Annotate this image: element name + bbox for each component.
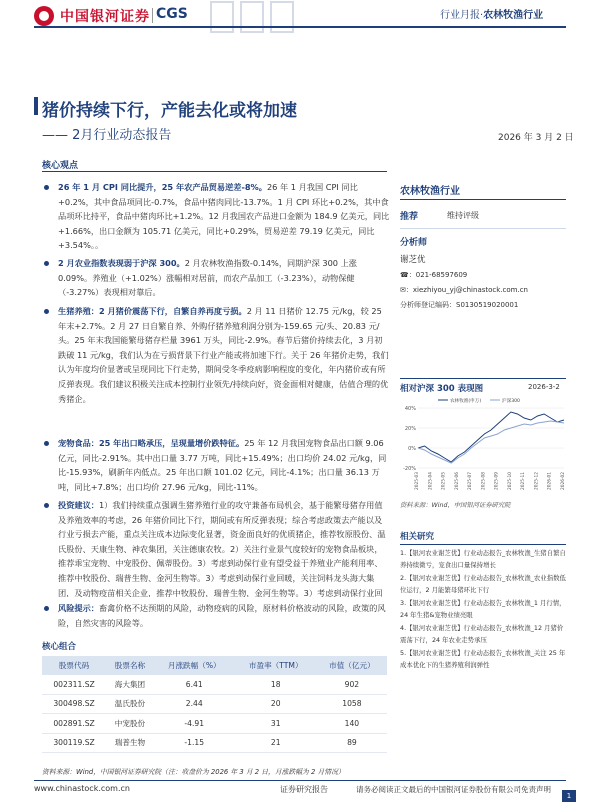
analyst-email[interactable]: ✉：xiezhiyou_yj@chinastock.com.cn bbox=[400, 286, 528, 294]
section-divider bbox=[42, 171, 387, 172]
table-header-row bbox=[42, 656, 387, 675]
analyst-cert: 分析师登记编码：S0130519020001 bbox=[400, 301, 519, 309]
title-accent-bar bbox=[34, 97, 38, 115]
cell: 中宠股份 bbox=[106, 714, 154, 734]
cell: 海大集团 bbox=[106, 675, 154, 694]
chart-x-tick: 2025-11 bbox=[521, 472, 527, 490]
portfolio-table bbox=[42, 656, 387, 753]
chart-title: 相对沪深 300 表现图 bbox=[400, 384, 484, 394]
chart-y-tick: -20% bbox=[403, 466, 416, 472]
related-report-link[interactable]: 5.【银河农业谢芝优】行业动态报告_农林牧渔_关注 25 年成本优化下的生猪养殖利润弹性 bbox=[400, 649, 566, 669]
col-header: 市值（亿元） bbox=[317, 656, 387, 675]
chart-y-tick: 20% bbox=[404, 426, 416, 432]
relative-performance-chart bbox=[400, 394, 570, 498]
rating-value: 维持评级 bbox=[447, 211, 479, 220]
phone-icon: ☎： bbox=[400, 271, 416, 279]
chart-x-tick: 2025-10 bbox=[507, 472, 513, 490]
footer-divider bbox=[34, 780, 566, 781]
chart-legend-label: 沪深300 bbox=[502, 399, 520, 404]
section-label: 核心观点 bbox=[42, 161, 79, 171]
portfolio-label: 核心组合 bbox=[42, 642, 77, 652]
chart-x-tick: 2026-01 bbox=[547, 472, 553, 490]
footer-website[interactable]: www.chinastock.com.cn bbox=[34, 784, 130, 793]
cell: 300498.SZ bbox=[42, 694, 106, 714]
cell: 002311.SZ bbox=[42, 675, 106, 694]
industry-heading: 农林牧渔行业 bbox=[400, 186, 460, 197]
chart-x-tick: 2025-07 bbox=[468, 472, 474, 490]
col-header: 股票代码 bbox=[42, 656, 106, 675]
rc-divider bbox=[400, 199, 566, 200]
cell: 140 bbox=[317, 714, 387, 734]
cell: 20 bbox=[235, 694, 317, 714]
chart-legend-label: 农林牧渔(申万) bbox=[450, 399, 482, 404]
rc-divider bbox=[400, 544, 566, 545]
footer-doc-type: 证券研究报告 bbox=[280, 785, 328, 794]
footer-disclaimer: 请务必阅读正文最后的中国银河证券股份有限公司免责声明 bbox=[356, 785, 551, 794]
chart-x-tick: 2026-02 bbox=[561, 472, 566, 490]
cell: 2.44 bbox=[154, 694, 235, 714]
related-heading: 相关研究 bbox=[400, 532, 435, 542]
chart-x-tick: 2025-04 bbox=[428, 472, 434, 490]
table-source: 资料来源：Wind，中国银河证券研究院（注：收盘价为 2026 年 3 月 2 日，月涨跌幅为 2 月情况） bbox=[42, 768, 345, 776]
cell: 温氏股份 bbox=[106, 694, 154, 714]
cell: -1.15 bbox=[154, 733, 235, 753]
cell: 300119.SZ bbox=[42, 733, 106, 753]
analyst-heading: 分析师 bbox=[400, 238, 428, 248]
bullet-index: 2 月农业指数表现弱于沪深 300。2 月农林牧渔指数-0.14%，同期沪深 300 上涨 0.09%。养殖业（+1.02%）涨幅相对居前，而农产品加工（-3.23%），动物保健（-3.27%）表现相对靠后。 bbox=[42, 256, 390, 300]
col-header: 股票名称 bbox=[106, 656, 154, 675]
logo-text-en: CGS bbox=[156, 6, 188, 22]
chart-series-line bbox=[418, 412, 564, 462]
bullet-cpi: 26 年 1 月 CPI 同比提升，25 年农产品贸易逆差-8%。26 年 1 月我国 CPI 同比+0.2%，其中食品项同比-0.7%，食品中猪肉同比-13.7%。1 月 CPI 环比+0.2%，其中食品项环比持平，食品中猪肉环比+1.2%。12 月我国农产品进口金额为 184.9 亿美元，同比+1.66%，出口金额为 105.71 亿美元，同比+0.29%，贸易逆差 79.19 亿美元，同比+3.54%。。 bbox=[42, 180, 390, 253]
chart-x-tick: 2025-08 bbox=[481, 472, 487, 490]
table-row bbox=[42, 694, 387, 714]
chart-x-tick: 2025-09 bbox=[494, 472, 500, 490]
chart-x-tick: 2025-12 bbox=[534, 472, 540, 490]
report-date: 2026 年 3 月 2 日 bbox=[498, 133, 574, 143]
chart-y-tick: 40% bbox=[404, 406, 416, 412]
chart-x-tick: 2025-03 bbox=[415, 472, 420, 490]
decorative-watermark-icon bbox=[205, 0, 325, 36]
analyst-name: 谢芝优 bbox=[400, 255, 426, 265]
bullet-risk: 风险提示：畜禽价格不达预期的风险，动物疫病的风险，原材料价格波动的风险，政策的风险，自然灾害的风险等。 bbox=[42, 601, 390, 630]
related-report-link[interactable]: 4.【银河农业谢芝优】行业动态报告_农林牧渔_12 月猪价震荡下行，24 年农业走势承压 bbox=[400, 624, 564, 644]
table-row bbox=[42, 714, 387, 734]
rc-divider bbox=[400, 228, 566, 229]
page-number: 1 bbox=[562, 790, 576, 802]
bullet-investment: 投资建议：1）我们持续重点强调生猪养殖行业的攻守兼备布局机会，基于能繁母猪存用值及养殖效率的考虑，26 年猪价同比下行，期间或有所反弹表现；综合考虑政策去产能以及行业亏损去产能，重点关注成本边际变化显著，资金面良好的优质猪企，推荐牧原股份、温氏股份、天康生物、神农集团，关注德康农牧。2）关注行业景气度较好的宠物食品板块，推荐乖宝宠物、中宠股份、佩蒂股份。3）考虑到动保行业有望受益于养殖业产能利用率、推荐中牧股份、瑞普生物、金河生物等。3）考虑到动保行业回暖，关注饲料龙头海大集团，及动物疫苗相关企业，推荐中牧股份，瑞普生物，金河生物等。3）考虑到动保行业回 bbox=[42, 498, 390, 597]
chart-y-tick: 0% bbox=[408, 446, 416, 452]
cell: 31 bbox=[235, 714, 317, 734]
cell: 902 bbox=[317, 675, 387, 694]
page-subtitle: —— 2月行业动态报告 bbox=[42, 128, 172, 143]
related-report-link[interactable]: 1.【银河农业谢芝优】行业动态报告_农林牧渔_生猪自繁自养持续微亏，宠食出口量保持增长 bbox=[400, 549, 566, 569]
logo-divider bbox=[152, 8, 153, 23]
cell: 002891.SZ bbox=[42, 714, 106, 734]
chart-x-tick: 2025-05 bbox=[441, 472, 447, 490]
col-header: 月涨跌幅（%） bbox=[154, 656, 235, 675]
header-divider bbox=[34, 26, 566, 28]
cell: 89 bbox=[317, 733, 387, 753]
cell: 6.41 bbox=[154, 675, 235, 694]
chart-x-tick: 2025-06 bbox=[454, 472, 460, 490]
col-header: 市盈率（TTM） bbox=[235, 656, 317, 675]
bullet-hog: 生猪养殖：2 月猪价震荡下行，自繁自养再度亏损。2 月 11 日猪价 12.75 元/kg，较 25 年末+2.7%。2 月 27 日自繁自养、外购仔猪养殖利润分别为-159.65 元/头、20.83 元/头。25 年末我国能繁母猪存栏量 3961 万头，同比-2.9%。春节后猪价持续去化，3 月初跌破 11 元/kg，我们认为在亏损背景下行业产能或将加速下行。关于 26 年猪价走势，我们认为年度均价显著或呈现同比下行走势，期间受冬季疫病影响程度的变化，年内猪价或有所反弹表现。我们建议积极关注成本控制行业领先/持续向好，资金面相对健康，估值合理的优秀猪企。 bbox=[42, 304, 390, 406]
industry-label: 农林牧渔行业 bbox=[483, 10, 544, 21]
chart-date: 2026-3-2 bbox=[528, 383, 560, 391]
email-icon: ✉： bbox=[400, 286, 413, 294]
chart-series-line bbox=[418, 421, 564, 463]
related-report-link[interactable]: 2.【银河农业谢芝优】行业动态报告_农林牧渔_农业指数低位运行，2 月能繁母猪环比下行 bbox=[400, 574, 566, 594]
analyst-phone: ☎：021-68597609 bbox=[400, 271, 468, 279]
cell: 21 bbox=[235, 733, 317, 753]
cell: 1058 bbox=[317, 694, 387, 714]
cell: -4.91 bbox=[154, 714, 235, 734]
cell: 18 bbox=[235, 675, 317, 694]
table-row bbox=[42, 675, 387, 694]
table-row bbox=[42, 733, 387, 753]
logo-text-cn: 中国银河证券 bbox=[60, 9, 150, 25]
logo-icon bbox=[34, 6, 54, 26]
cell: 瑞普生物 bbox=[106, 733, 154, 753]
report-type-label: 行业月报·农林牧渔行业 bbox=[440, 10, 544, 21]
page-title: 猪价持续下行，产能去化或将加速 bbox=[42, 101, 297, 121]
rating-label: 推荐 bbox=[400, 212, 419, 222]
related-report-link[interactable]: 3.【银河农业谢芝优】行业动态报告_农林牧渔_1 月行情，24 年生猪&宠物业绩亮眼 bbox=[400, 599, 566, 619]
rc-divider bbox=[400, 378, 566, 379]
bullet-pet-food: 宠物食品：25 年出口略承压，呈现量增价跌特征。25 年 12 月我国宠物食品出口额 9.06 亿元，同比-2.91%。其中出口量 3.77 万吨，同比+15.49%；出口均价 24.02 元/kg，同比-15.93%，刷新年内低点。25 年出口额 101.02 亿元，同比-4.1%；出口量 36.13 万吨，同比+7.8%；出口均价 27.96 元/kg，同比-11%。 bbox=[42, 436, 390, 494]
chart-source: 资料来源：Wind，中国银河证券研究院 bbox=[400, 502, 511, 509]
